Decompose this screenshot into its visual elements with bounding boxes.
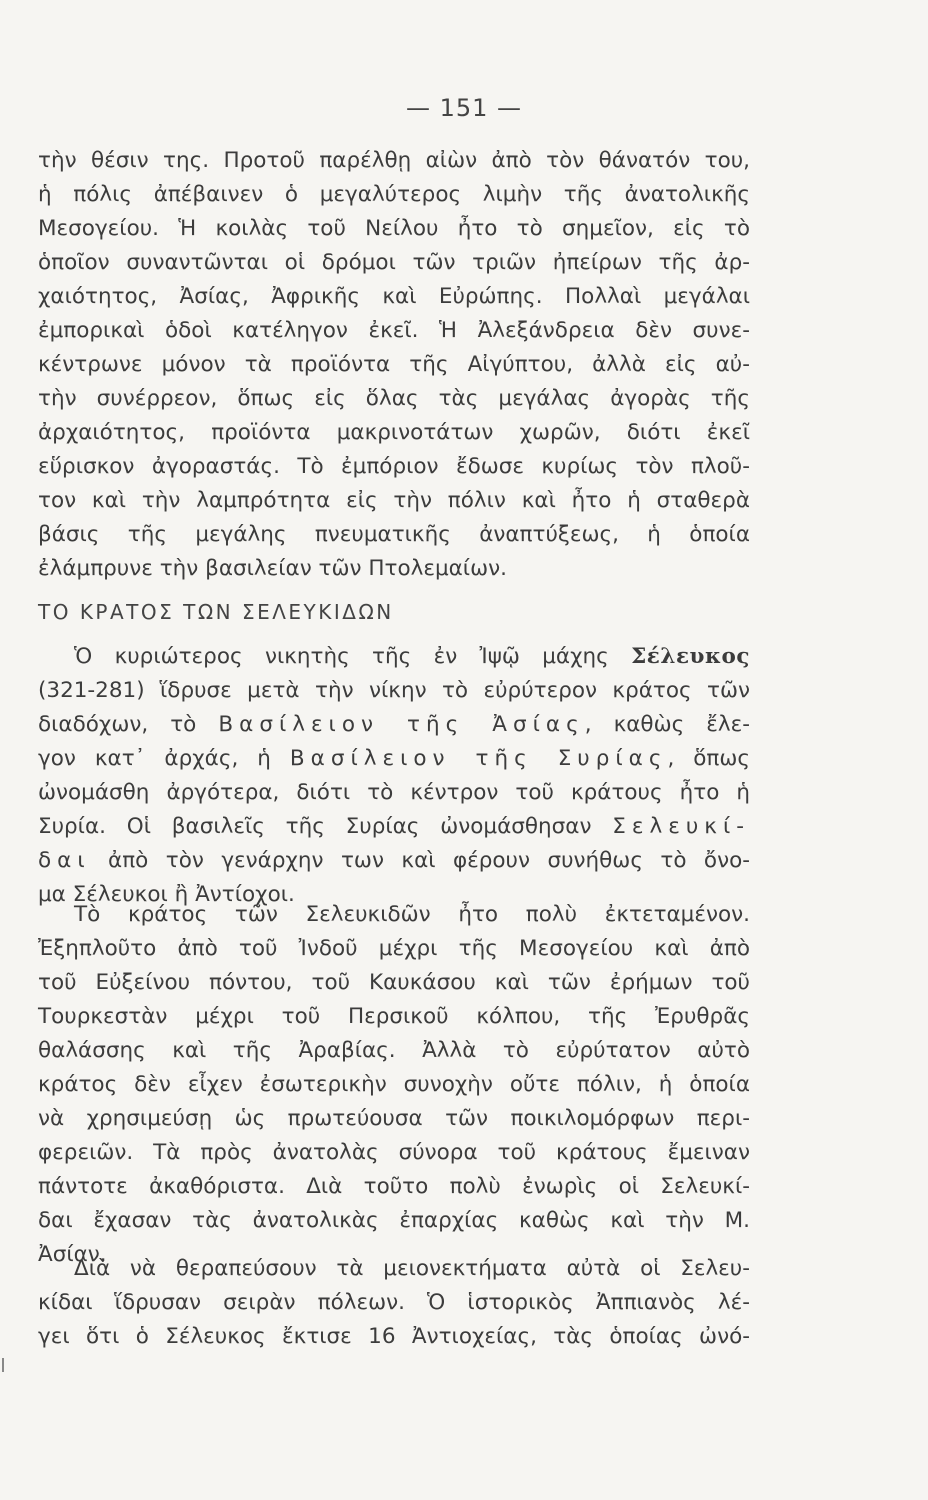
text-line: γει ὅτι ὁ Σέλευκος ἔκτισε 16 Ἀντιοχείας, τὰς ὁποίας ὠνό-: [38, 1324, 750, 1349]
text-line: Μεσογείου. Ἡ κοιλὰς τοῦ Νείλου ἦτο τὸ σημεῖον, εἰς τὸ: [38, 216, 750, 241]
text-line: Τουρκεστὰν μέχρι τοῦ Περσικοῦ κόλπου, τῆς Ἐρυθρᾶς: [38, 1004, 750, 1029]
spaced-term: δαι: [38, 848, 91, 873]
text-line: [38, 710, 750, 740]
text-line: ἐμπορικαὶ ὁδοὶ κατέληγον ἐκεῖ. Ἡ Ἀλεξάνδρεια δὲν συνε-: [38, 318, 750, 343]
emphasized-name: Σέλευκος: [631, 644, 750, 669]
text-line: κίδαι ἵδρυσαν σειρὰν πόλεων. Ὁ ἱστορικὸς Ἀππιανὸς λέ-: [38, 1290, 750, 1315]
text-line: κέντρωνε μόνον τὰ προϊόντα τῆς Αἰγύπτου, ἀλλὰ εἰς αὐ-: [38, 352, 750, 377]
text-line: κράτος δὲν εἶχεν ἐσωτερικὴν συνοχὴν οὔτε πόλιν, ἡ ὁποία: [38, 1072, 750, 1097]
text-line: (321-281) ἵδρυσε μετὰ τὴν νίκην τὸ εὐρύτερον κράτος τῶν: [38, 678, 750, 703]
text-line: τὴν θέσιν της. Προτοῦ παρέλθῃ αἰὼν ἀπὸ τὸν θάνατόν του,: [38, 148, 750, 173]
text-line: δαι ἔχασαν τὰς ἀνατολικὰς ἐπαρχίας καθὼς καὶ τὴν Μ.: [38, 1208, 750, 1233]
spaced-term: Σελευκί-: [612, 814, 750, 839]
text-line: Ἀσίαν.: [38, 1242, 107, 1267]
page-number: — 151 —: [405, 94, 523, 122]
text-line: Τὸ κράτος τῶν Σελευκιδῶν ἦτο πολὺ ἐκτεταμένον.: [74, 902, 750, 927]
text-line: πάντοτε ἀκαθόριστα. Διὰ τοῦτο πολὺ ἐνωρὶς οἱ Σελευκί-: [38, 1174, 750, 1199]
text-line: ὁποῖον συναντῶνται οἱ δρόμοι τῶν τριῶν ἠπείρων τῆς ἀρ-: [38, 250, 750, 275]
text-span: Συρία. Οἱ βασιλεῖς τῆς Συρίας ὠνομάσθησαν: [38, 814, 613, 839]
text-line: νὰ χρησιμεύσῃ ὡς πρωτεύουσα τῶν ποικιλομόρφων περι-: [38, 1106, 750, 1131]
scan-edge-mark: [2, 1358, 4, 1372]
text-line: τὴν συνέρρεον, ὅπως εἰς ὅλας τὰς μεγάλας ἀγορὰς τῆς: [38, 386, 750, 411]
text-line: χαιότητος, Ἀσίας, Ἀφρικῆς καὶ Εὐρώπης. Πολλαὶ μεγάλαι: [38, 284, 750, 309]
text-line: ἀρχαιότητος, προϊόντα μακρινοτάτων χωρῶν, διότι ἐκεῖ: [38, 420, 750, 445]
text-line: τοῦ Εὐξείνου πόντου, τοῦ Καυκάσου καὶ τῶν ἐρήμων τοῦ: [38, 970, 750, 995]
text-line: ὠνομάσθη ἀργότερα, διότι τὸ κέντρον τοῦ κράτους ἦτο ἡ: [38, 780, 750, 805]
text-line: ἡ πόλις ἀπέβαινεν ὁ μεγαλύτερος λιμὴν τῆς ἀνατολικῆς: [38, 182, 750, 207]
spaced-term: Βασίλειον τῆς Συρίας: [289, 746, 668, 771]
text-line: Διὰ νὰ θεραπεύσουν τὰ μειονεκτήματα αὐτὰ οἱ Σελευ-: [74, 1256, 750, 1281]
text-line: ἐλάμπρυνε τὴν βασιλείαν τῶν Πτολεμαίων.: [38, 556, 507, 581]
text-line: εὕρισκον ἀγοραστάς. Τὸ ἐμπόριον ἔδωσε κυρίως τὸν πλοῦ-: [38, 454, 750, 479]
text-line: [38, 812, 750, 842]
text-span: ἀπὸ τὸν γενάρχην των καὶ φέρουν συνήθως τὸ ὄνο-: [90, 848, 750, 873]
text-span: Ὁ κυριώτερος νικητὴς τῆς ἐν Ἰψῷ μάχης: [74, 644, 632, 669]
text-line: [38, 744, 750, 774]
section-heading: ΤΟ ΚΡΑΤΟΣ ΤΩΝ ΣΕΛΕΥΚΙΔΩΝ: [38, 600, 394, 624]
text-span: γον κατ᾿ ἀρχάς, ἡ: [38, 746, 290, 771]
text-line: τον καὶ τὴν λαμπρότητα εἰς τὴν πόλιν καὶ ἦτο ἡ σταθερὰ: [38, 488, 750, 513]
text-line: Ἐξηπλοῦτο ἀπὸ τοῦ Ἰνδοῦ μέχρι τῆς Μεσογείου καὶ ἀπὸ: [38, 936, 750, 961]
text-line: βάσις τῆς μεγάλης πνευματικῆς ἀναπτύξεως, ἡ ὁποία: [38, 522, 750, 547]
text-line: θαλάσσης καὶ τῆς Ἀραβίας. Ἀλλὰ τὸ εὐρύτατον αὐτὸ: [38, 1038, 750, 1063]
text-line: μα Σέλευκοι ἢ Ἀντίοχοι.: [38, 882, 295, 907]
text-line: [74, 642, 750, 672]
text-span: διαδόχων, τὸ: [38, 712, 219, 737]
text-span: , καθὼς ἔλε-: [584, 712, 750, 737]
text-line: [38, 846, 750, 876]
text-line: φερειῶν. Τὰ πρὸς ἀνατολὰς σύνορα τοῦ κράτους ἔμειναν: [38, 1140, 750, 1165]
text-span: , ὅπως: [667, 746, 750, 771]
spaced-term: Βασίλειον τῆς Ἀσίας: [218, 712, 585, 737]
